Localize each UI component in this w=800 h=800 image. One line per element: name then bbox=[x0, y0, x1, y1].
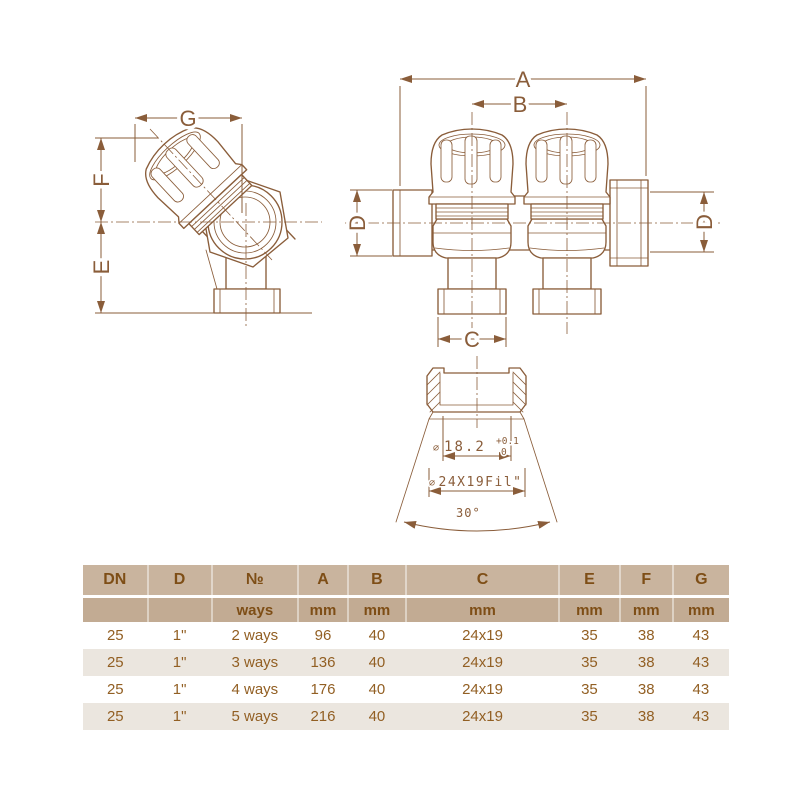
front-view-drawing bbox=[345, 67, 722, 352]
header-cell-g: G bbox=[673, 565, 729, 597]
header-cell-e: E bbox=[559, 565, 620, 597]
header-cell-f: F bbox=[620, 565, 673, 597]
cell: 96 bbox=[298, 622, 348, 649]
cell: 1" bbox=[148, 703, 212, 730]
dim-label-f: F bbox=[89, 173, 114, 187]
cell: 4 ways bbox=[212, 676, 299, 703]
side-view-drawing bbox=[89, 106, 322, 328]
cell: 25 bbox=[83, 649, 148, 676]
cell: 25 bbox=[83, 676, 148, 703]
unit-cell: mm bbox=[406, 597, 559, 623]
dimension-bore bbox=[433, 416, 519, 461]
header-row-1 bbox=[83, 565, 729, 597]
dimension-d-right bbox=[650, 192, 717, 252]
unit-cell: mm bbox=[673, 597, 729, 623]
header-cell-d: D bbox=[148, 565, 212, 597]
svg-text:⌀18.2: ⌀ 18.2 bbox=[433, 439, 486, 455]
cell: 38 bbox=[620, 676, 673, 703]
cell: 216 bbox=[298, 703, 348, 730]
outlet-nut bbox=[214, 289, 280, 313]
spec-table bbox=[83, 565, 729, 730]
cell: 35 bbox=[559, 703, 620, 730]
cell: 40 bbox=[348, 649, 406, 676]
cell: 24x19 bbox=[406, 649, 559, 676]
cell: 40 bbox=[348, 622, 406, 649]
cell: 24x19 bbox=[406, 622, 559, 649]
header-cell-c: C bbox=[406, 565, 559, 597]
tolerance-plus: +0.1 bbox=[496, 436, 519, 447]
cell: 25 bbox=[83, 622, 148, 649]
dim-label-g: G bbox=[179, 106, 197, 131]
dim-label-d-right: D bbox=[692, 214, 717, 230]
unit-cell: mm bbox=[620, 597, 673, 623]
unit-cell bbox=[83, 597, 148, 623]
dimension-b bbox=[472, 92, 567, 117]
cell: 1" bbox=[148, 676, 212, 703]
dim-label-c: C bbox=[464, 327, 480, 352]
header-cell-b: B bbox=[348, 565, 406, 597]
dim-label-a: A bbox=[515, 67, 531, 92]
cell: 43 bbox=[673, 703, 729, 730]
cell: 25 bbox=[83, 703, 148, 730]
unit-cell: ways bbox=[212, 597, 299, 623]
cell: 40 bbox=[348, 676, 406, 703]
cell: 40 bbox=[348, 703, 406, 730]
cell: 43 bbox=[673, 676, 729, 703]
cell: 2 ways bbox=[212, 622, 299, 649]
unit-cell bbox=[148, 597, 212, 623]
cell: 35 bbox=[559, 622, 620, 649]
cell: 38 bbox=[620, 622, 673, 649]
cell: 176 bbox=[298, 676, 348, 703]
header-cell-a: A bbox=[298, 565, 348, 597]
cell: 38 bbox=[620, 703, 673, 730]
cell: 1" bbox=[148, 649, 212, 676]
cell: 5 ways bbox=[212, 703, 299, 730]
dim-label-e: E bbox=[89, 259, 114, 275]
cell: 1" bbox=[148, 622, 212, 649]
cell: 35 bbox=[559, 676, 620, 703]
cell: 24x19 bbox=[406, 703, 559, 730]
table-row bbox=[83, 703, 729, 730]
dimension-angle bbox=[404, 506, 550, 531]
header-cell-dn: DN bbox=[83, 565, 148, 597]
unit-cell: mm bbox=[298, 597, 348, 623]
unit-cell: mm bbox=[348, 597, 406, 623]
cell: 24x19 bbox=[406, 676, 559, 703]
cell: 35 bbox=[559, 649, 620, 676]
cone-line-left bbox=[396, 419, 429, 522]
cell: 3 ways bbox=[212, 649, 299, 676]
dimension-d-left bbox=[345, 190, 392, 256]
tolerance-zero: 0 bbox=[501, 447, 507, 458]
dim-label-d-left: D bbox=[345, 215, 370, 231]
table-row bbox=[83, 649, 729, 676]
svg-text:⌀24X19Fil": ⌀ 24X19Fil" bbox=[429, 475, 523, 490]
dimension-thread bbox=[429, 468, 525, 497]
table-row bbox=[83, 622, 729, 649]
header-cell-number: № bbox=[212, 565, 299, 597]
header-row-2 bbox=[83, 597, 729, 623]
table-row bbox=[83, 676, 729, 703]
cone-line-right bbox=[524, 419, 557, 522]
cell: 38 bbox=[620, 649, 673, 676]
dim-label-b: B bbox=[512, 92, 528, 117]
unit-cell: mm bbox=[559, 597, 620, 623]
cell: 43 bbox=[673, 622, 729, 649]
cell: 43 bbox=[673, 649, 729, 676]
angle-label: 30° bbox=[456, 506, 481, 520]
thread-detail-drawing bbox=[396, 356, 557, 531]
cell: 136 bbox=[298, 649, 348, 676]
